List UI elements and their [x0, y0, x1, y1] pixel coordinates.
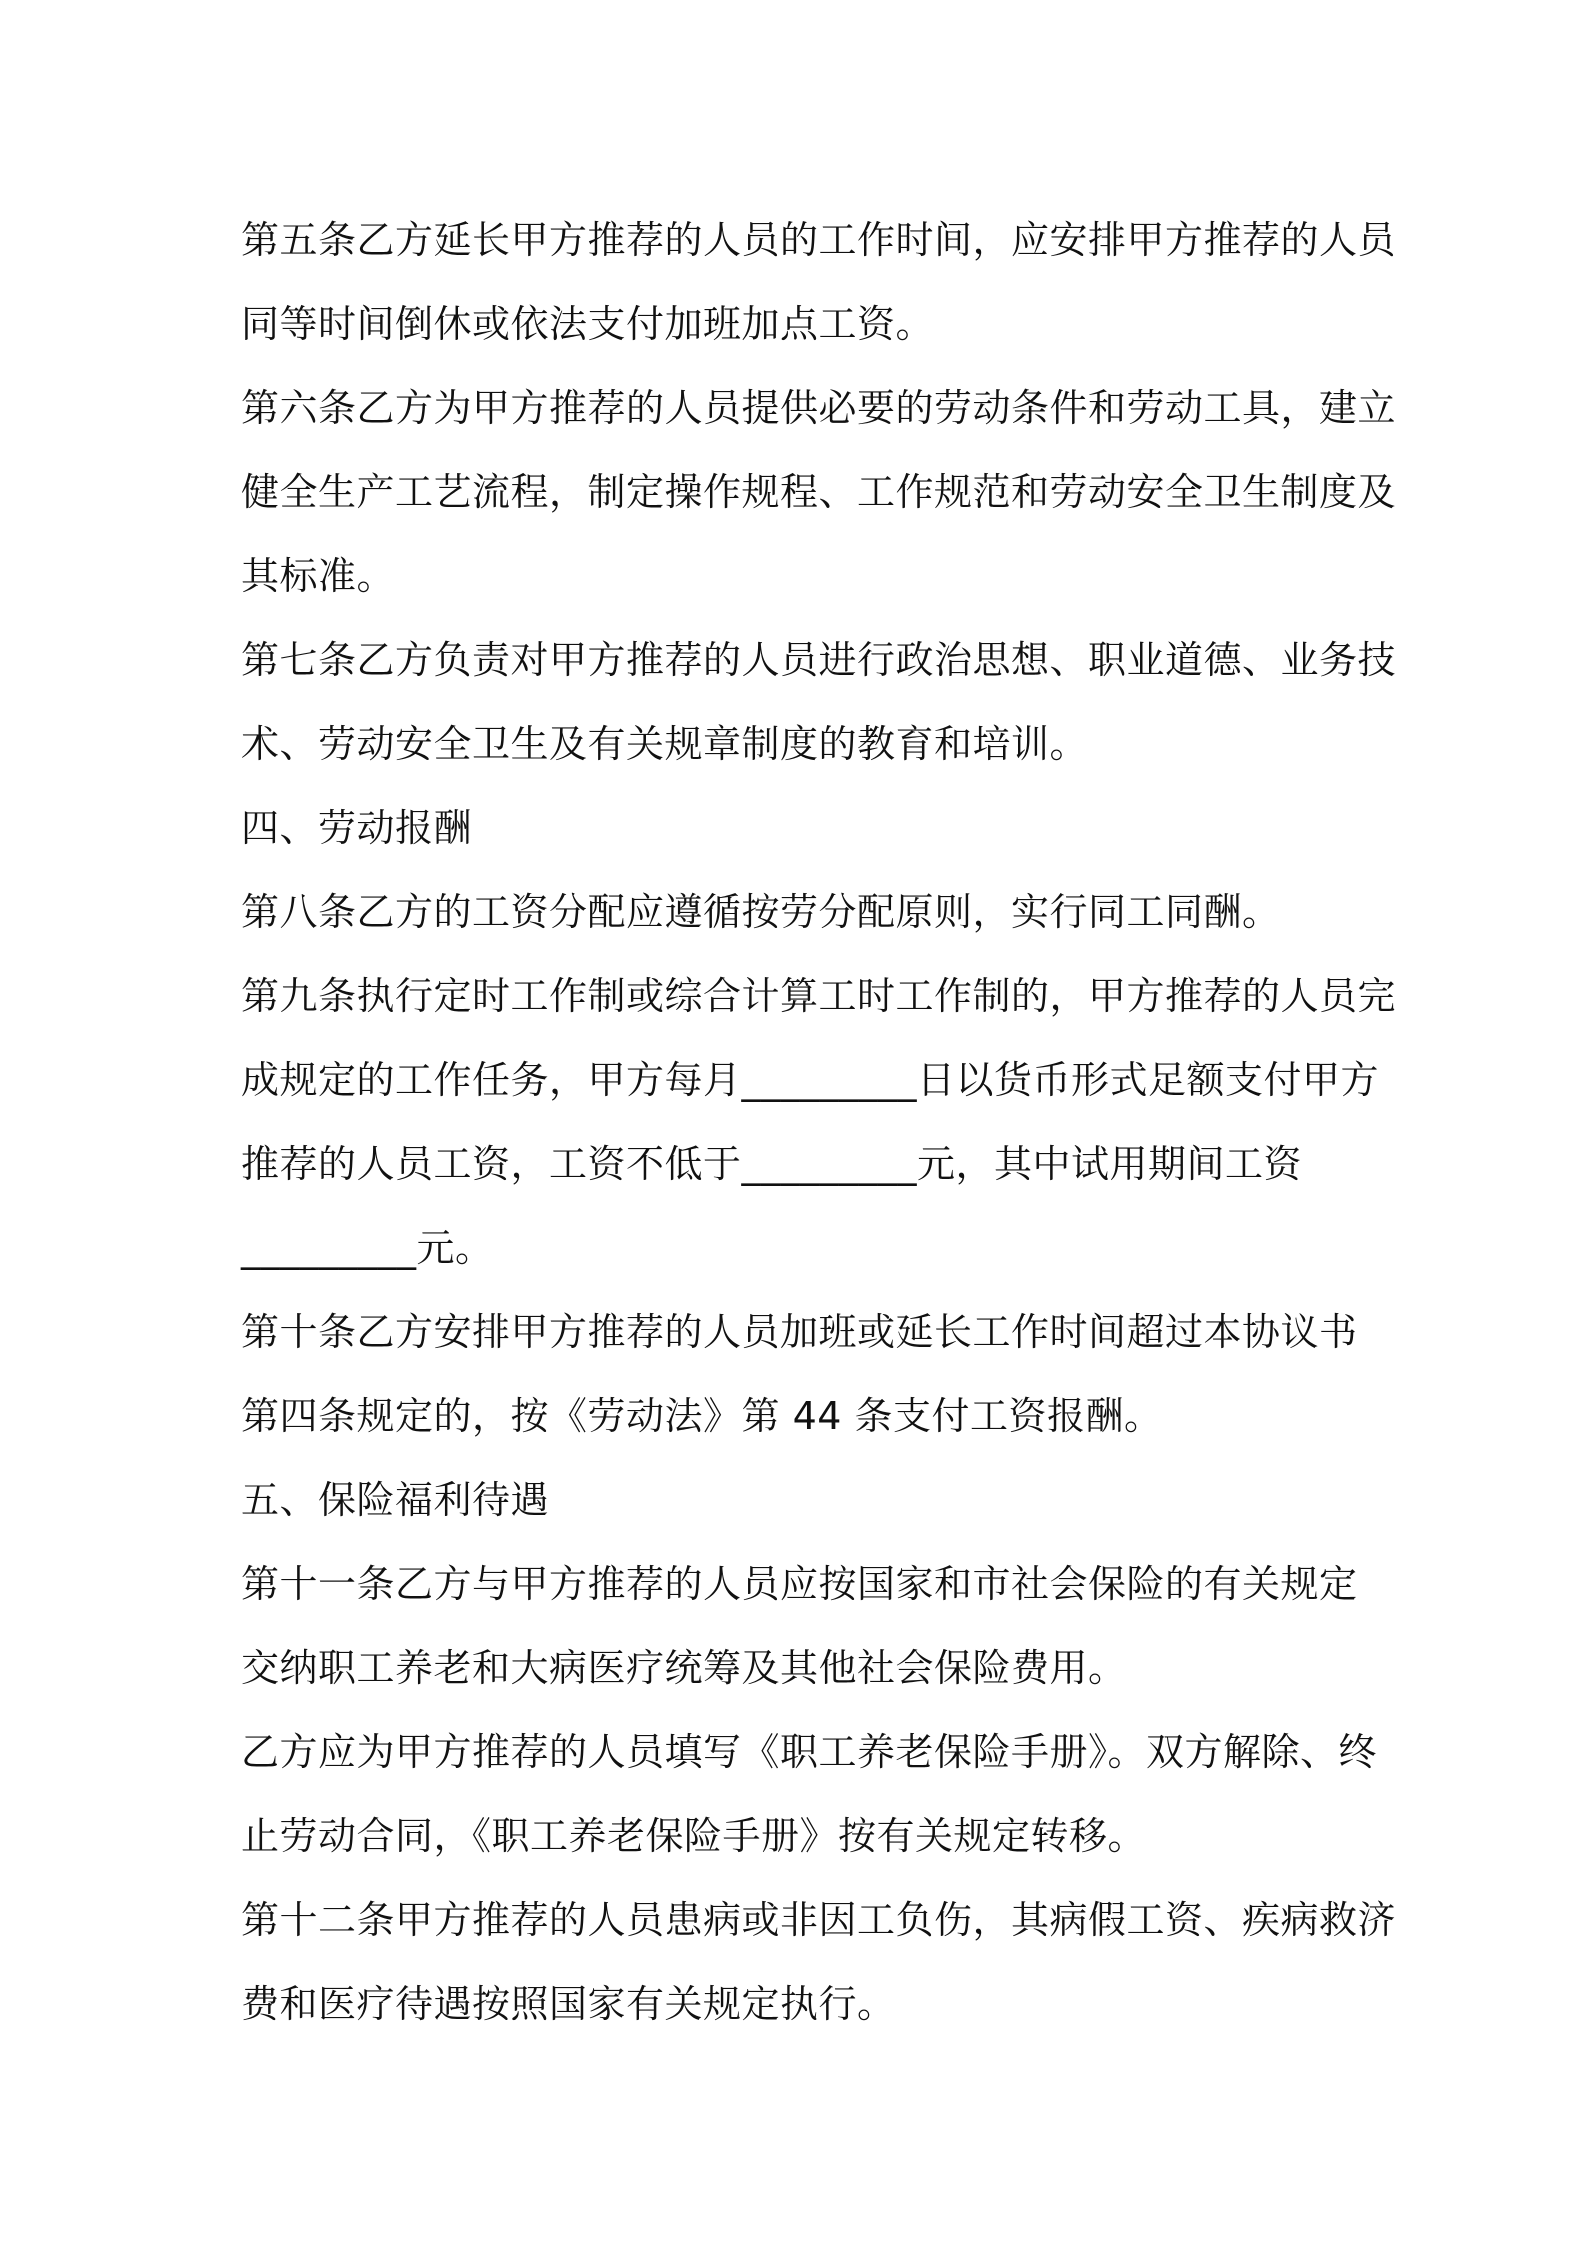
section-heading: 四、劳动报酬	[241, 806, 473, 850]
text-line: 第四条规定的，按《劳动法》第 44 条支付工资报酬。	[241, 1394, 1163, 1438]
text-line: 其标准。	[241, 554, 396, 598]
text-line: 第七条乙方负责对甲方推荐的人员进行政治思想、职业道德、业务技	[241, 638, 1397, 682]
text-line: 第八条乙方的工资分配应遵循按劳分配原则，实行同工同酬。	[241, 890, 1281, 934]
text-line: 第六条乙方为甲方推荐的人员提供必要的劳动条件和劳动工具，建立	[241, 386, 1397, 430]
text-line: 第五条乙方延长甲方推荐的人员的工作时间，应安排甲方推荐的人员	[241, 218, 1397, 262]
text-line: 乙方应为甲方推荐的人员填写《职工养老保险手册》。双方解除、终	[241, 1730, 1378, 1774]
text-line: _________元。	[241, 1226, 494, 1270]
text-line: 推荐的人员工资，工资不低于_________元，其中试用期间工资	[241, 1142, 1303, 1186]
text-line: 第十二条甲方推荐的人员患病或非因工负伤，其病假工资、疾病救济	[241, 1898, 1397, 1942]
section-heading: 五、保险福利待遇	[241, 1478, 550, 1522]
text-line: 第十条乙方安排甲方推荐的人员加班或延长工作时间超过本协议书	[241, 1310, 1358, 1354]
text-line: 同等时间倒休或依法支付加班加点工资。	[241, 302, 935, 346]
text-line: 健全生产工艺流程，制定操作规程、工作规范和劳动安全卫生制度及	[241, 470, 1397, 514]
text-line: 交纳职工养老和大病医疗统筹及其他社会保险费用。	[241, 1646, 1127, 1690]
document-body	[241, 198, 1397, 2046]
text-line: 成规定的工作任务，甲方每月_________日以货币形式足额支付甲方	[241, 1058, 1380, 1102]
text-line: 术、劳动安全卫生及有关规章制度的教育和培训。	[241, 722, 1089, 766]
text-line: 第十一条乙方与甲方推荐的人员应按国家和市社会保险的有关规定	[241, 1562, 1358, 1606]
text-line: 止劳动合同，《职工养老保险手册》按有关规定转移。	[241, 1814, 1147, 1858]
text-line: 费和医疗待遇按照国家有关规定执行。	[241, 1982, 896, 2026]
text-line: 第九条执行定时工作制或综合计算工时工作制的，甲方推荐的人员完	[241, 974, 1397, 1018]
